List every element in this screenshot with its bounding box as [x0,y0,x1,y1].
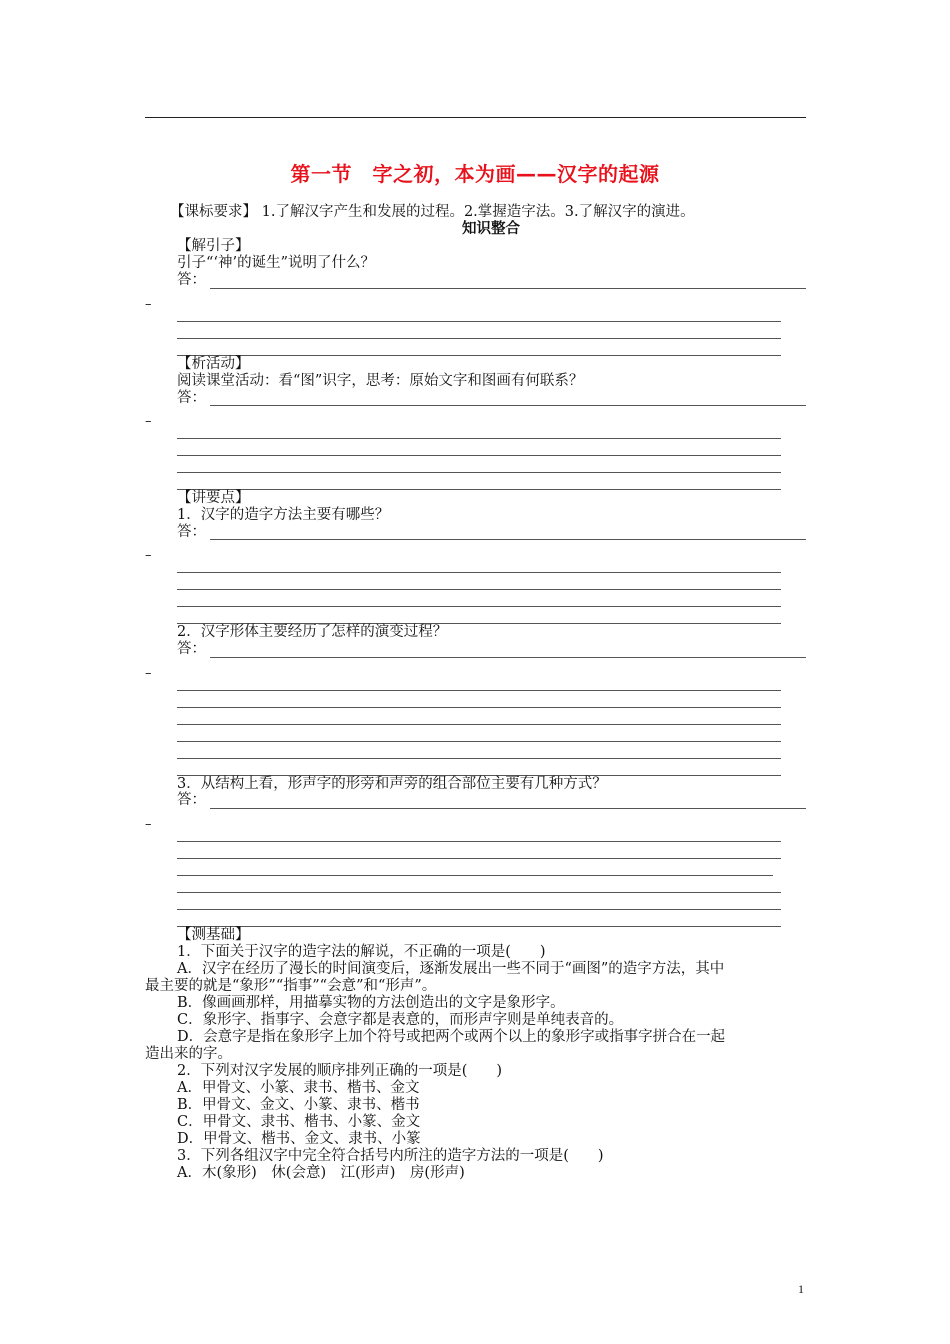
answer-label: 答： [177,524,206,540]
option-text: 造出来的字。 [145,1046,232,1062]
answer-line[interactable] [177,589,781,590]
answer-line[interactable] [177,724,781,725]
answer-label: 答： [177,390,206,406]
dash-mark: – [145,414,152,429]
answer-line[interactable] [177,741,781,742]
option-text: C．甲骨文、隶书、楷书、小篆、金文 [177,1114,421,1130]
dash-mark: – [145,297,152,312]
answer-line[interactable] [210,288,806,289]
answer-label: 答： [177,272,206,288]
answer-line[interactable] [177,926,781,927]
option-text: B．像画画那样，用描摹实物的方法创造出的文字是象形字。 [177,995,565,1011]
curriculum-requirement: 【课标要求】 1.了解汉字产生和发展的过程。2.掌握造字法。3.了解汉字的演进。 [170,204,695,220]
option-text: A．木(象形) 休(会意) 江(形声) 房(形声) [177,1165,465,1181]
answer-line[interactable] [177,438,781,439]
answer-line[interactable] [177,858,781,859]
answer-line[interactable] [177,355,781,356]
section-heading-knowledge: 知识整合 [462,221,520,237]
answer-line[interactable] [210,657,806,658]
answer-line[interactable] [177,489,781,490]
question-text: 3．下列各组汉字中完全符合括号内所注的造字方法的一项是( ) [177,1148,604,1164]
answer-line[interactable] [177,455,781,456]
answer-line[interactable] [177,707,781,708]
option-text: 最主要的就是“象形”“指事”“会意”和“形声”。 [145,978,437,994]
answer-line[interactable] [177,472,781,473]
question-text: 2．汉字形体主要经历了怎样的演变过程？ [177,624,448,640]
option-text: B．甲骨文、金文、小篆、隶书、楷书 [177,1097,420,1113]
option-text: C．象形字、指事字、会意字都是表意的，而形声字则是单纯表音的。 [177,1012,624,1028]
section-head-key-points: 【讲要点】 [177,490,250,506]
page-number: 1 [798,1282,804,1296]
dash-mark: – [145,817,152,832]
answer-line[interactable] [210,808,806,809]
dash-mark: – [145,666,152,681]
answer-line[interactable] [210,539,806,540]
answer-line[interactable] [177,909,781,910]
section-head-intro: 【解引子】 [177,238,250,254]
answer-label: 答： [177,641,206,657]
answer-line[interactable] [177,875,773,876]
question-text: 2．下列对汉字发展的顺序排列正确的一项是( ) [177,1063,503,1079]
option-text: A．汉字在经历了漫长的时间演变后，逐渐发展出一些不同于“画图”的造字方法，其中 [177,961,725,977]
answer-line[interactable] [177,690,781,691]
answer-label: 答： [177,792,206,808]
question-text: 引子“‘神’的诞生”说明了什么？ [177,255,376,271]
answer-line[interactable] [177,321,781,322]
question-text: 1．下面关于汉字的造字法的解说，不正确的一项是( ) [177,944,546,960]
answer-line[interactable] [177,606,781,607]
section-head-basics: 【测基础】 [177,927,250,943]
answer-line[interactable] [177,841,781,842]
answer-line[interactable] [177,892,781,893]
question-text: 阅读课堂活动：看“图”识字，思考：原始文字和图画有何联系？ [177,373,584,389]
answer-line[interactable] [177,572,781,573]
option-text: A．甲骨文、小篆、隶书、楷书、金文 [177,1080,420,1096]
answer-line[interactable] [210,405,806,406]
page-title: 第一节 字之初，本为画——汉字的起源 [290,162,660,186]
option-text: D．会意字是指在象形字上加个符号或把两个或两个以上的象形字或指事字拼合在一起 [177,1029,726,1045]
answer-line[interactable] [177,758,781,759]
dash-mark: – [145,548,152,563]
question-text: 1．汉字的造字方法主要有哪些？ [177,507,390,523]
option-text: D．甲骨文、楷书、金文、隶书、小篆 [177,1131,421,1147]
section-head-activity: 【析活动】 [177,356,250,372]
header-rule [145,117,806,118]
answer-line[interactable] [177,338,781,339]
question-text: 3．从结构上看，形声字的形旁和声旁的组合部位主要有几种方式？ [177,776,607,792]
